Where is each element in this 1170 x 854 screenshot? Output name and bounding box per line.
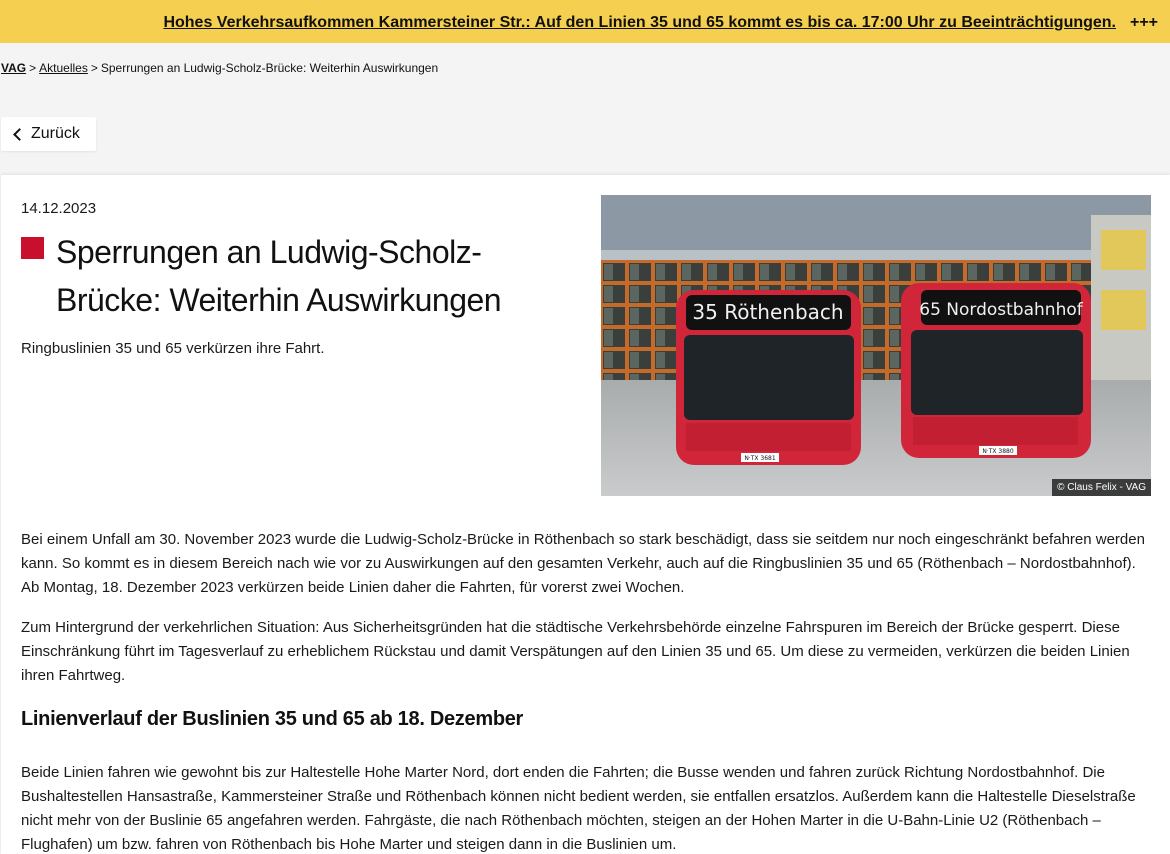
breadcrumb-current: Sperrungen an Ludwig-Scholz-Brücke: Weiterhin Auswirkungen xyxy=(100,61,439,75)
bus-right-plate: N·TX 3880 xyxy=(982,448,1014,455)
chevron-left-icon xyxy=(13,128,26,141)
bus-left xyxy=(676,290,861,465)
bus-left-plate: N·TX 3681 xyxy=(744,455,776,462)
bus-right xyxy=(901,283,1091,458)
breadcrumb xyxy=(1,61,438,75)
image-credit: © Claus Felix - VAG xyxy=(1052,479,1151,496)
article-subtitle: Ringbuslinien 35 und 65 verkürzen ihre Fahrt. xyxy=(21,340,325,357)
bus-left-display: 35 Röthenbach xyxy=(692,300,844,324)
section-heading: Linienverlauf der Buslinien 35 und 65 ab 18. Dezember xyxy=(21,708,524,730)
ticker-suffix: +++ xyxy=(1129,14,1158,31)
page-title: Sperrungen an Ludwig-Scholz-Brücke: Weiterhin Auswirkungen xyxy=(56,234,502,318)
chevron-right-icon: > xyxy=(29,61,37,75)
back-button[interactable] xyxy=(1,117,96,151)
title-accent-square xyxy=(21,237,44,259)
news-ticker xyxy=(0,0,1170,43)
article-date: 14.12.2023 xyxy=(21,200,97,217)
breadcrumb-home-link[interactable]: VAG xyxy=(1,61,27,75)
article-image xyxy=(601,195,1151,496)
article-card xyxy=(1,175,1170,854)
bus-right-display: 65 Nordostbahnhof xyxy=(919,300,1083,320)
breadcrumb-aktuelles-link[interactable]: Aktuelles xyxy=(39,61,88,75)
article-paragraph-2: Zum Hintergrund der verkehrlichen Situation: Aus Sicherheitsgründen hat die städtische Verkehrsbehörde einzelne Fahrspuren im Bereich der Brücke gesperrt. Diese Einschränkung führt im Tagesverlauf zu erheblichem Rückstau und damit Verspätungen auf den Linien 35 und 65. Um diese zu vermeiden, verkürzen die beiden Linien ihren Fahrtweg. xyxy=(21,619,1130,684)
article-paragraph-1: Bei einem Unfall am 30. November 2023 wurde die Ludwig-Scholz-Brücke in Röthenbach so stark beschädigt, dass sie seitdem nur noch eingeschränkt befahren werden kann. So kommt es in diesem Bereich nach wie vor zu Auswirkungen auf den gesamten Verkehr, auch auf die Ringbuslinien 35 und 65 (Röthenbach – Nordostbahnhof). Ab Montag, 18. Dezember 2023 verkürzen beide Linien daher die Fahrten, für vorerst zwei Wochen. xyxy=(21,531,1145,596)
article-paragraph-3: Beide Linien fahren wie gewohnt bis zur Haltestelle Hohe Marter Nord, dort enden die Fahrten; die Busse wenden und fahren zurück Richtung Nordostbahnhof. Die Bushaltestellen Hansastraße, Kammersteiner Straße und Röthenbach können nicht bedient werden, sie entfallen ersatzlos. Außerdem kann die Haltestelle Dieselstraße nicht mehr von der Buslinie 65 angefahren werden. Fahrgäste, die nach Röthenbach möchten, steigen an der Hohen Marter in die U-Bahn-Linie U2 (Röthenbach – Flughafen) um bzw. fahren von Röthenbach bis Hohe Marter und steigen dann in die Buslinien um. xyxy=(21,764,1136,853)
back-button-label: Zurück xyxy=(31,125,80,142)
bus-depot-photo xyxy=(601,195,1151,496)
chevron-right-icon: > xyxy=(90,61,98,75)
ticker-link[interactable]: Hohes Verkehrsaufkommen Kammersteiner Str.: Auf den Linien 35 und 65 kommt es bis ca. 17:00 Uhr zu Beeinträchtigungen. xyxy=(163,14,1116,31)
